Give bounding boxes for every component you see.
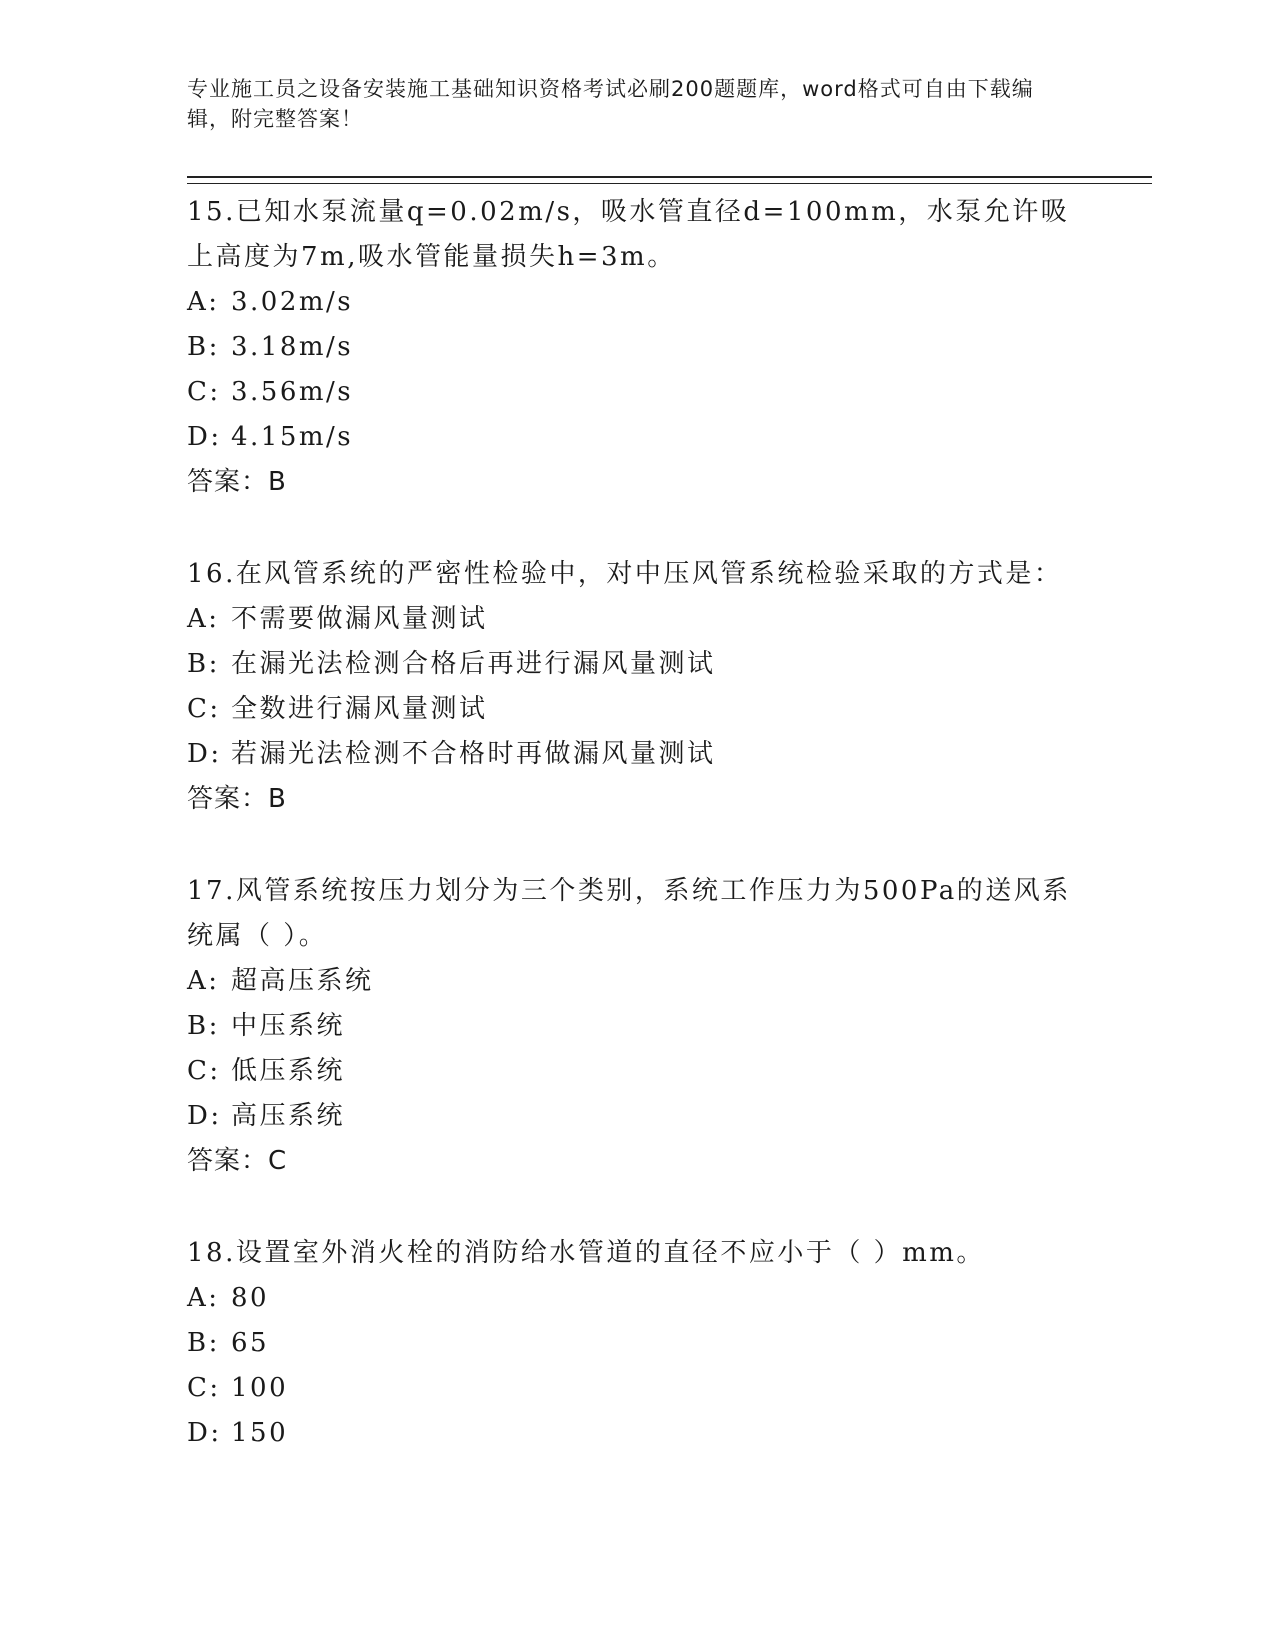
option-letter: B:	[187, 649, 220, 679]
option-d	[187, 1411, 1087, 1456]
option-letter: D:	[187, 1418, 222, 1448]
option-letter: B:	[187, 332, 220, 362]
option-text: 不需要做漏风量测试	[231, 604, 488, 634]
option-text: 全数进行漏风量测试	[231, 694, 488, 724]
option-text: 3.56m/s	[231, 377, 354, 407]
option-d	[187, 732, 1087, 777]
option-b	[187, 642, 1087, 687]
question-text: 18.设置室外消火栓的消防给水管道的直径不应小于（ ）mm。	[187, 1238, 985, 1268]
option-b	[187, 1321, 1087, 1366]
option-letter: C:	[187, 694, 221, 724]
option-a	[187, 597, 1087, 642]
option-text: 3.02m/s	[231, 287, 354, 317]
option-b	[187, 325, 1087, 370]
answer-label: 答案：	[187, 784, 269, 814]
question-17	[187, 869, 1087, 1184]
question-text: 17.风管系统按压力划分为三个类别，系统工作压力为500Pa的送风系统属（ ）。	[187, 876, 1071, 951]
option-text: 超高压系统	[231, 966, 374, 996]
option-d	[187, 415, 1087, 460]
option-letter: D:	[187, 422, 222, 452]
option-c	[187, 687, 1087, 732]
answer-value: C	[268, 1146, 288, 1176]
option-letter: D:	[187, 1101, 222, 1131]
option-text: 80	[231, 1283, 270, 1313]
option-text: 中压系统	[231, 1011, 346, 1041]
answer-line	[187, 777, 1087, 822]
option-text: 150	[231, 1418, 289, 1448]
question-18	[187, 1231, 1087, 1456]
question-text: 15.已知水泵流量q=0.02m/s，吸水管直径d=100mm，水泵允许吸上高度为7m,吸水管能量损失h=3m。	[187, 197, 1070, 272]
question-list	[187, 190, 1087, 1456]
option-b	[187, 1004, 1087, 1049]
option-a	[187, 280, 1087, 325]
option-a	[187, 959, 1087, 1004]
answer-value: B	[268, 784, 287, 814]
option-c	[187, 1366, 1087, 1411]
question-16	[187, 552, 1087, 822]
option-letter: B:	[187, 1328, 220, 1358]
header-divider-thin	[187, 183, 1152, 184]
answer-line	[187, 460, 1087, 505]
option-letter: C:	[187, 1056, 221, 1086]
option-letter: A:	[187, 604, 220, 634]
option-d	[187, 1094, 1087, 1139]
option-letter: A:	[187, 1283, 220, 1313]
option-text: 4.15m/s	[231, 422, 354, 452]
option-text: 若漏光法检测不合格时再做漏风量测试	[231, 739, 716, 769]
option-c	[187, 1049, 1087, 1094]
option-letter: D:	[187, 739, 222, 769]
page-header: 专业施工员之设备安装施工基础知识资格考试必刷200题题库，word格式可自由下载编辑，附完整答案！	[187, 77, 1034, 131]
option-letter: A:	[187, 966, 220, 996]
option-text: 3.18m/s	[231, 332, 354, 362]
option-letter: B:	[187, 1011, 220, 1041]
option-c	[187, 370, 1087, 415]
question-15	[187, 190, 1087, 505]
option-a	[187, 1276, 1087, 1321]
option-text: 低压系统	[231, 1056, 346, 1086]
answer-line	[187, 1139, 1087, 1184]
option-text: 100	[231, 1373, 289, 1403]
answer-label: 答案：	[187, 1146, 269, 1176]
option-letter: A:	[187, 287, 220, 317]
header-divider-thick	[187, 176, 1152, 178]
option-text: 高压系统	[231, 1101, 346, 1131]
option-text: 在漏光法检测合格后再进行漏风量测试	[231, 649, 716, 679]
option-letter: C:	[187, 377, 221, 407]
answer-value: B	[268, 467, 287, 497]
question-text: 16.在风管系统的严密性检验中，对中压风管系统检验采取的方式是：	[187, 559, 1063, 589]
answer-label: 答案：	[187, 467, 269, 497]
option-letter: C:	[187, 1373, 221, 1403]
option-text: 65	[231, 1328, 270, 1358]
